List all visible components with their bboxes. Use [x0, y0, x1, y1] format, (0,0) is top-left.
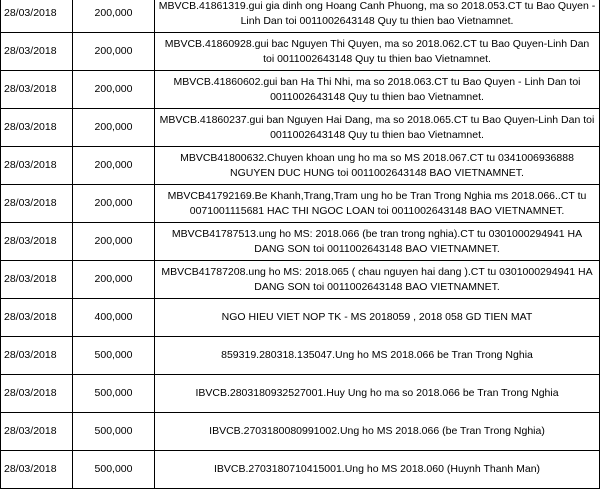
description-cell: NGO HIEU VIET NOP TK - MS 2018059 , 2018 058 GD TIEN MAT	[155, 299, 600, 337]
amount-cell: 500,000	[73, 413, 155, 451]
table-row	[1, 413, 600, 451]
date-cell: 28/03/2018	[1, 375, 73, 413]
amount-cell: 200,000	[73, 0, 155, 33]
description-cell: MBVCB.41860237.gui ban Nguyen Hai Dang, ma so 2018.065.CT tu Bao Quyen-Linh Dan toi 0011002643148 Quy tu thien bao Vietnamnet.	[155, 109, 600, 147]
description-cell: MBVCB.41860602.gui ban Ha Thi Nhi, ma so 2018.063.CT tu Bao Quyen - Linh Dan toi 0011002643148 Quy tu thien bao Vietnamnet.	[155, 71, 600, 109]
date-cell: 28/03/2018	[1, 71, 73, 109]
table-row	[1, 337, 600, 375]
amount-cell: 500,000	[73, 337, 155, 375]
amount-cell: 500,000	[73, 375, 155, 413]
table-row	[1, 147, 600, 185]
date-cell: 28/03/2018	[1, 185, 73, 223]
description-cell: IBVCB.2703180710415001.Ung ho MS 2018.060 (Huynh Thanh Man)	[155, 451, 600, 489]
description-cell: MBVCB.41860928.gui bac Nguyen Thi Quyen, ma so 2018.062.CT tu Bao Quyen-Linh Dan toi 0011002643148 Quy tu thien bao Vietnamnet.	[155, 33, 600, 71]
amount-cell: 200,000	[73, 261, 155, 299]
amount-cell: 200,000	[73, 33, 155, 71]
amount-cell: 200,000	[73, 185, 155, 223]
table-row	[1, 109, 600, 147]
date-cell: 28/03/2018	[1, 413, 73, 451]
description-cell: MBVCB41787208.ung ho MS: 2018.065 ( chau nguyen hai dang ).CT tu 0301000294941 HA DANG SON toi 0011002643148 BAO VIETNAMNET.	[155, 261, 600, 299]
table-row	[1, 33, 600, 71]
date-cell: 28/03/2018	[1, 337, 73, 375]
table-row	[1, 185, 600, 223]
table-row	[1, 71, 600, 109]
table-row	[1, 375, 600, 413]
description-cell: 859319.280318.135047.Ung ho MS 2018.066 be Tran Trong Nghia	[155, 337, 600, 375]
date-cell: 28/03/2018	[1, 0, 73, 33]
date-cell: 28/03/2018	[1, 451, 73, 489]
table-row	[1, 451, 600, 489]
amount-cell: 200,000	[73, 147, 155, 185]
date-cell: 28/03/2018	[1, 261, 73, 299]
description-cell: MBVCB41787513.ung ho MS: 2018.066 (be tran trong nghia).CT tu 0301000294941 HA DANG SON toi 0011002643148 BAO VIETNAMNET.	[155, 223, 600, 261]
date-cell: 28/03/2018	[1, 147, 73, 185]
amount-cell: 400,000	[73, 299, 155, 337]
amount-cell: 200,000	[73, 71, 155, 109]
table-row	[1, 299, 600, 337]
description-cell: IBVCB.2703180080991002.Ung ho MS 2018.066 (be Tran Trong Nghia)	[155, 413, 600, 451]
description-cell: MBVCB.41861319.gui gia dinh ong Hoang Canh Phuong, ma so 2018.053.CT tu Bao Quyen - Linh Dan toi 0011002643148 Quy tu thien bao Vietnamnet.	[155, 0, 600, 33]
date-cell: 28/03/2018	[1, 109, 73, 147]
description-cell: MBVCB41792169.Be Khanh,Trang,Tram ung ho be Tran Trong Nghia ms 2018.066..CT tu 0071001115681 HAC THI NGOC LOAN toi 0011002643148 BAO VIETNAMNET.	[155, 185, 600, 223]
date-cell: 28/03/2018	[1, 299, 73, 337]
description-cell: IBVCB.2803180932527001.Huy Ung ho ma so 2018.066 be Tran Trong Nghia	[155, 375, 600, 413]
amount-cell: 500,000	[73, 451, 155, 489]
table-row	[1, 223, 600, 261]
date-cell: 28/03/2018	[1, 223, 73, 261]
date-cell: 28/03/2018	[1, 33, 73, 71]
amount-cell: 200,000	[73, 109, 155, 147]
table-row	[1, 0, 600, 33]
table-row	[1, 261, 600, 299]
amount-cell: 200,000	[73, 223, 155, 261]
description-cell: MBVCB41800632.Chuyen khoan ung ho ma so MS 2018.067.CT tu 0341006936888 NGUYEN DUC HUNG toi 0011002643148 BAO VIETNAMNET.	[155, 147, 600, 185]
